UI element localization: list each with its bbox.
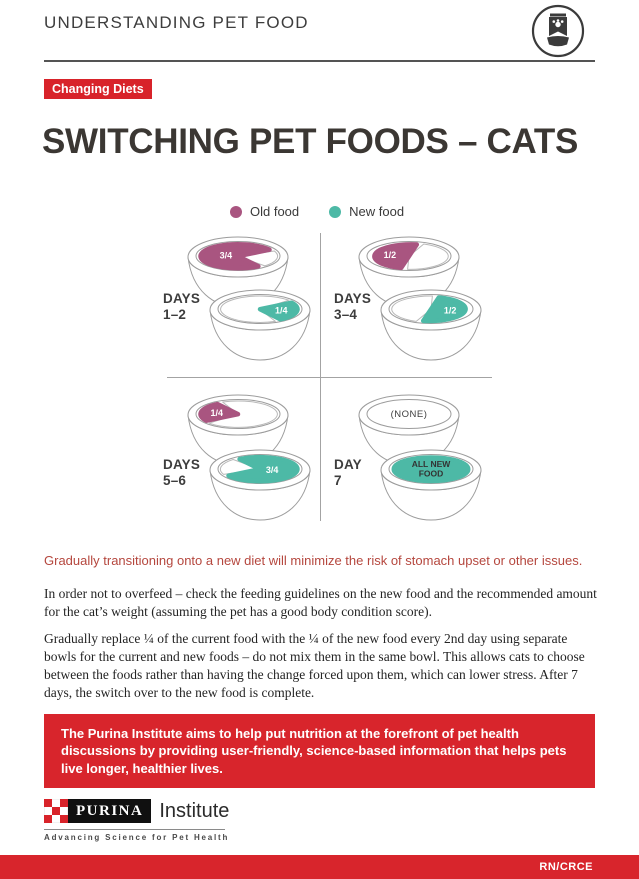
logo-row xyxy=(44,799,234,823)
purina-checkerboard-icon xyxy=(44,799,68,823)
legend-item-old-food xyxy=(230,204,299,219)
quadrant-label: DAY 7 xyxy=(334,457,362,488)
quadrant-days-1-2 xyxy=(150,233,321,377)
svg-text:1/4: 1/4 xyxy=(210,407,223,418)
highlight-sentence: Gradually transitioning onto a new diet will minimize the risk of stomach upset or other issues. xyxy=(44,553,583,568)
svg-text:ALL NEWFOOD: ALL NEW FOOD xyxy=(411,459,451,479)
bowl-bottom-new xyxy=(381,450,481,520)
pet-food-bag-in-bowl-icon xyxy=(530,3,586,59)
new-food-dot-icon xyxy=(329,206,341,218)
svg-text:3/4: 3/4 xyxy=(219,250,233,261)
legend xyxy=(230,204,404,219)
quadrant-label: DAYS 3–4 xyxy=(334,291,372,322)
institute-wordmark: Institute xyxy=(159,799,230,822)
bowls-illustration xyxy=(321,377,492,521)
body-paragraph: Gradually replace ¼ of the current food with the ¼ of the new food every 2nd day using separate bowls for the current and new foods – do not mix them in the same bowl. This allows cats to choose between the foods rather than having the change forced upon them, which can lower stress. After 7 days, the switch over to the new food is complete. xyxy=(44,631,585,701)
transition-diagram xyxy=(150,233,492,521)
callout-text: The Purina Institute aims to help put nutrition at the forefront of pet health discussions by providing user-friendly, science-based information that helps pets live longer, healthier lives. xyxy=(61,726,567,776)
bowls-illustration xyxy=(150,377,321,521)
purina-institute-logo xyxy=(44,799,234,842)
quadrant-days-5-6 xyxy=(150,377,321,521)
logo-tagline: Advancing Science for Pet Health xyxy=(44,833,230,842)
legend-label: Old food xyxy=(250,204,300,219)
bowl-bottom-new xyxy=(381,290,481,360)
bowl-bottom-new xyxy=(210,290,310,360)
section-badge: Changing Diets xyxy=(44,79,152,99)
quadrant-day-7 xyxy=(321,377,492,521)
header-divider xyxy=(44,60,595,62)
purina-wordmark: PURINA xyxy=(68,799,151,823)
bottom-bar xyxy=(0,855,639,879)
callout-box xyxy=(44,714,595,788)
svg-text:1/2: 1/2 xyxy=(383,249,397,260)
legend-label: New food xyxy=(349,204,405,219)
old-food-dot-icon xyxy=(230,206,242,218)
svg-text:(NONE): (NONE) xyxy=(390,409,428,420)
page-title: SWITCHING PET FOODS – CATS xyxy=(42,122,579,161)
bowl-bottom-new xyxy=(210,450,310,520)
quadrant-label: DAYS 5–6 xyxy=(163,457,201,488)
body-paragraph: In order not to overfeed – check the feeding guidelines on the new food and the recommended amount for the cat’s weight (assuming the pet has a good body condition score). xyxy=(44,586,597,620)
page-header-title: UNDERSTANDING PET FOOD xyxy=(44,13,309,32)
document-code: RN/CRCE xyxy=(539,861,593,873)
logo-divider xyxy=(44,829,225,830)
quadrant-days-3-4 xyxy=(321,233,492,377)
svg-text:1/2: 1/2 xyxy=(443,305,457,316)
svg-text:3/4: 3/4 xyxy=(265,465,279,475)
quadrant-label: DAYS 1–2 xyxy=(163,291,201,322)
legend-item-new-food xyxy=(329,204,404,219)
svg-text:1/4: 1/4 xyxy=(275,305,288,316)
